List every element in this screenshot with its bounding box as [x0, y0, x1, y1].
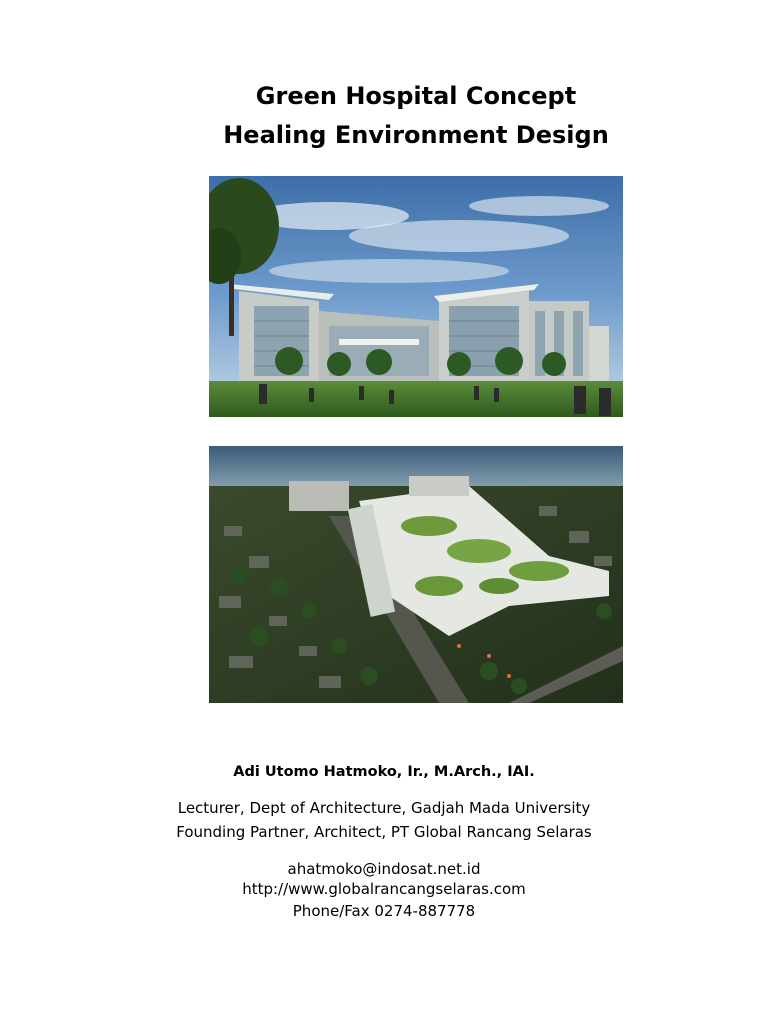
hospital-front-rendering-image	[209, 176, 623, 417]
document-title-line-1: Green Hospital Concept	[255, 82, 577, 110]
email-address[interactable]: ahatmoko@indosat.net.id	[287, 860, 481, 878]
phone-fax: Phone/Fax 0274-887778	[292, 902, 476, 920]
hospital-front-rendering-illustration	[209, 176, 623, 417]
hospital-aerial-rendering-illustration	[209, 446, 623, 703]
website-link[interactable]: http://www.globalrancangselaras.com	[242, 880, 526, 898]
author-name: Adi Utomo Hatmoko, Ir., M.Arch., IAI.	[233, 764, 535, 780]
document-title-line-2: Healing Environment Design	[223, 121, 609, 149]
hospital-aerial-rendering-image	[209, 446, 623, 703]
affiliation-lecturer: Lecturer, Dept of Architecture, Gadjah Mada University	[177, 799, 591, 817]
affiliation-partner: Founding Partner, Architect, PT Global Rancang Selaras	[176, 823, 592, 841]
